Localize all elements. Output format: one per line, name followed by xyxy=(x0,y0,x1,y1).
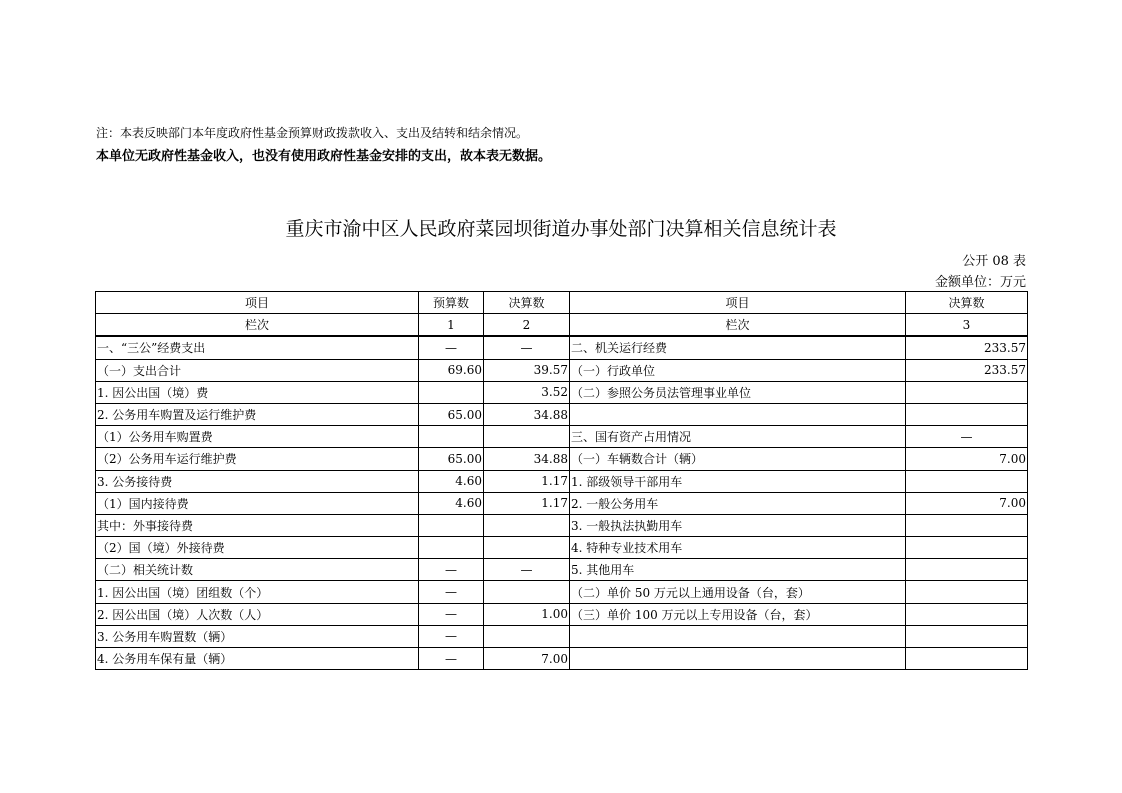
col-number-3: 3 xyxy=(906,314,1028,337)
cell-item-right: （二）单价 50 万元以上通用设备（台，套） xyxy=(570,581,906,603)
no-data-note: 本单位无政府性基金收入，也没有使用政府性基金安排的支出，故本表无数据。 xyxy=(96,149,552,164)
cell-item-left: 一、“三公”经费支出 xyxy=(96,336,419,359)
cell-item-right: 3. 一般执法执勤用车 xyxy=(570,514,906,536)
cell-budget-value: 4.60 xyxy=(419,492,484,514)
cell-budget-value: 65.00 xyxy=(419,448,484,470)
cell-final-value-right xyxy=(906,581,1028,603)
cell-item-left: 2. 公务用车购置及运行维护费 xyxy=(96,403,419,425)
cell-item-left: （2）国（境）外接待费 xyxy=(96,537,419,559)
cell-item-left: 2. 因公出国（境）人次数（人） xyxy=(96,603,419,625)
header-item-left: 项目 xyxy=(96,292,419,314)
cell-final-value-left xyxy=(484,537,570,559)
cell-final-value-left: 1.17 xyxy=(484,470,570,492)
cell-item-left: （1）国内接待费 xyxy=(96,492,419,514)
table-row xyxy=(96,492,1028,514)
cell-final-value-left: 34.88 xyxy=(484,403,570,425)
cell-final-value-left: — xyxy=(484,559,570,581)
cell-item-left: （二）相关统计数 xyxy=(96,559,419,581)
col-number-1: 1 xyxy=(419,314,484,337)
cell-budget-value xyxy=(419,537,484,559)
table-row xyxy=(96,381,1028,403)
table-row xyxy=(96,426,1028,448)
page-title: 重庆市渝中区人民政府菜园坝街道办事处部门决算相关信息统计表 xyxy=(285,218,837,240)
cell-item-right: 4. 特种专业技术用车 xyxy=(570,537,906,559)
cell-final-value-right: — xyxy=(906,426,1028,448)
table-row xyxy=(96,470,1028,492)
table-row xyxy=(96,581,1028,603)
cell-final-value-left xyxy=(484,625,570,647)
cell-budget-value: — xyxy=(419,581,484,603)
header-final-right: 决算数 xyxy=(906,292,1028,314)
cell-final-value-left: — xyxy=(484,336,570,359)
column-number-row xyxy=(96,314,1028,337)
cell-item-left: 1. 因公出国（境）团组数（个） xyxy=(96,581,419,603)
cell-final-value-right xyxy=(906,625,1028,647)
cell-item-right xyxy=(570,403,906,425)
statistics-table xyxy=(95,291,1028,670)
table-row xyxy=(96,359,1028,381)
cell-item-left: 1. 因公出国（境）费 xyxy=(96,381,419,403)
col-label-left: 栏次 xyxy=(96,314,419,337)
form-number: 公开 08 表 xyxy=(962,254,1026,269)
table-row xyxy=(96,448,1028,470)
cell-final-value-right xyxy=(906,603,1028,625)
cell-item-left: 3. 公务用车购置数（辆） xyxy=(96,625,419,647)
cell-item-left: （1）公务用车购置费 xyxy=(96,426,419,448)
header-item-right: 项目 xyxy=(570,292,906,314)
cell-item-right xyxy=(570,648,906,670)
cell-budget-value: 4.60 xyxy=(419,470,484,492)
cell-final-value-right xyxy=(906,403,1028,425)
col-number-2: 2 xyxy=(484,314,570,337)
cell-final-value-left: 34.88 xyxy=(484,448,570,470)
cell-item-right: 2. 一般公务用车 xyxy=(570,492,906,514)
cell-item-left: 其中：外事接待费 xyxy=(96,514,419,536)
cell-final-value-right: 233.57 xyxy=(906,336,1028,359)
cell-budget-value xyxy=(419,381,484,403)
cell-final-value-right xyxy=(906,559,1028,581)
col-label-right: 栏次 xyxy=(570,314,906,337)
cell-item-right: 三、国有资产占用情况 xyxy=(570,426,906,448)
cell-budget-value xyxy=(419,514,484,536)
cell-item-left: 3. 公务接待费 xyxy=(96,470,419,492)
cell-final-value-left: 3.52 xyxy=(484,381,570,403)
table-row xyxy=(96,603,1028,625)
cell-budget-value: — xyxy=(419,336,484,359)
cell-item-right: （二）参照公务员法管理事业单位 xyxy=(570,381,906,403)
cell-final-value-right: 7.00 xyxy=(906,492,1028,514)
cell-budget-value: — xyxy=(419,603,484,625)
cell-budget-value: 69.60 xyxy=(419,359,484,381)
table-row xyxy=(96,514,1028,536)
cell-final-value-left xyxy=(484,426,570,448)
table-row xyxy=(96,336,1028,359)
cell-final-value-left: 1.17 xyxy=(484,492,570,514)
table-row xyxy=(96,559,1028,581)
header-final-left: 决算数 xyxy=(484,292,570,314)
cell-final-value-right xyxy=(906,648,1028,670)
cell-final-value-left: 39.57 xyxy=(484,359,570,381)
cell-budget-value: 65.00 xyxy=(419,403,484,425)
table-row xyxy=(96,648,1028,670)
cell-final-value-left: 1.00 xyxy=(484,603,570,625)
cell-item-left: （一）支出合计 xyxy=(96,359,419,381)
header-budget: 预算数 xyxy=(419,292,484,314)
table-row xyxy=(96,537,1028,559)
cell-budget-value: — xyxy=(419,625,484,647)
cell-final-value-right: 233.57 xyxy=(906,359,1028,381)
cell-item-right: （三）单价 100 万元以上专用设备（台，套） xyxy=(570,603,906,625)
table-row xyxy=(96,625,1028,647)
cell-final-value-right xyxy=(906,381,1028,403)
cell-budget-value xyxy=(419,426,484,448)
cell-final-value-left xyxy=(484,514,570,536)
cell-item-right: （一）行政单位 xyxy=(570,359,906,381)
cell-final-value-right xyxy=(906,537,1028,559)
table-row xyxy=(96,403,1028,425)
cell-final-value-right xyxy=(906,514,1028,536)
cell-budget-value: — xyxy=(419,648,484,670)
cell-final-value-left: 7.00 xyxy=(484,648,570,670)
cell-item-right: 5. 其他用车 xyxy=(570,559,906,581)
amount-unit: 金额单位：万元 xyxy=(934,275,1026,290)
header-row xyxy=(96,292,1028,314)
cell-item-left: 4. 公务用车保有量（辆） xyxy=(96,648,419,670)
cell-budget-value: — xyxy=(419,559,484,581)
cell-final-value-right: 7.00 xyxy=(906,448,1028,470)
cell-item-left: （2）公务用车运行维护费 xyxy=(96,448,419,470)
cell-item-right: 1. 部级领导干部用车 xyxy=(570,470,906,492)
cell-final-value-right xyxy=(906,470,1028,492)
cell-item-right: （一）车辆数合计（辆） xyxy=(570,448,906,470)
cell-item-right: 二、机关运行经费 xyxy=(570,336,906,359)
cell-final-value-left xyxy=(484,581,570,603)
table-note: 注：本表反映部门本年度政府性基金预算财政拨款收入、支出及结转和结余情况。 xyxy=(96,126,529,140)
cell-item-right xyxy=(570,625,906,647)
